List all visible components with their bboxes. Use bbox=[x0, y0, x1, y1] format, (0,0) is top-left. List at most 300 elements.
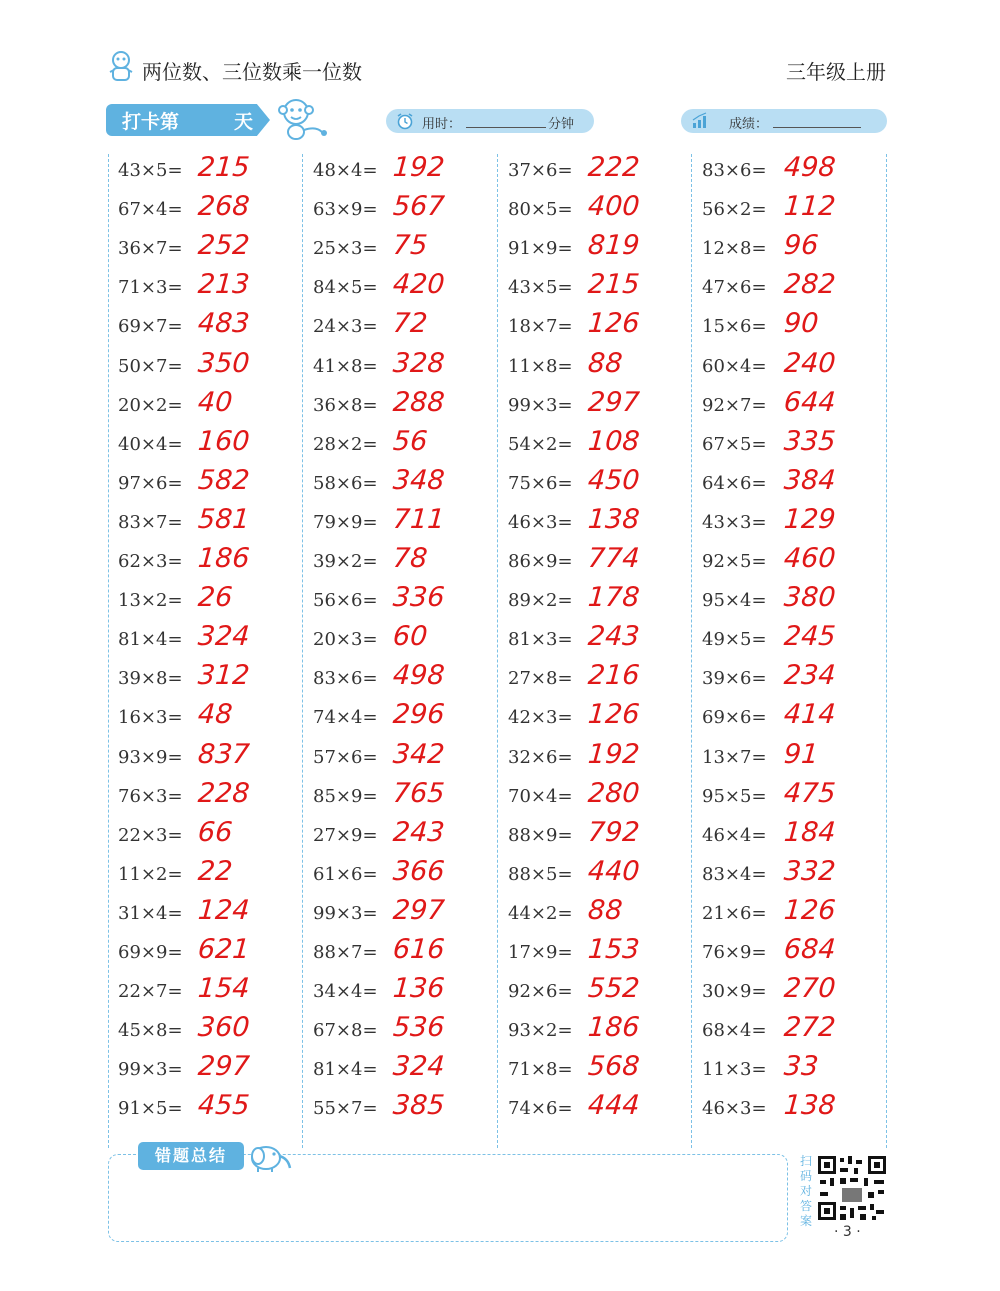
handwritten-answer[interactable]: 72 bbox=[391, 308, 429, 340]
problem-row bbox=[118, 778, 298, 814]
problem-row bbox=[702, 856, 882, 892]
handwritten-answer[interactable]: 136 bbox=[391, 973, 446, 1005]
problem-expression: 50×7= bbox=[118, 355, 183, 377]
problem-row bbox=[702, 269, 882, 305]
problem-expression: 97×6= bbox=[118, 472, 183, 494]
handwritten-answer[interactable]: 22 bbox=[196, 855, 234, 887]
handwritten-answer[interactable]: 332 bbox=[782, 855, 837, 887]
handwritten-answer[interactable]: 324 bbox=[196, 621, 251, 653]
problem-row bbox=[118, 699, 298, 735]
problem-expression: 36×7= bbox=[118, 238, 183, 260]
problem-expression: 36×8= bbox=[313, 394, 378, 416]
problem-expression: 88×7= bbox=[313, 942, 378, 963]
problem-row bbox=[118, 856, 298, 892]
column-divider bbox=[302, 154, 303, 1148]
problem-expression: 86×9= bbox=[508, 551, 573, 572]
problem-expression: 37×6= bbox=[508, 160, 573, 181]
handwritten-answer[interactable]: 297 bbox=[391, 894, 446, 926]
problem-expression: 83×7= bbox=[118, 511, 183, 533]
problem-row bbox=[508, 739, 688, 775]
problem-row bbox=[118, 230, 298, 266]
handwritten-answer[interactable]: 335 bbox=[782, 425, 837, 457]
handwritten-answer[interactable]: 280 bbox=[586, 777, 641, 809]
handwritten-answer[interactable]: 66 bbox=[196, 816, 234, 848]
handwritten-answer[interactable]: 240 bbox=[782, 347, 837, 379]
handwritten-answer[interactable]: 192 bbox=[391, 152, 446, 183]
qr-code-icon[interactable] bbox=[816, 1154, 888, 1222]
problem-row bbox=[508, 817, 688, 853]
problem-row bbox=[508, 426, 688, 462]
handwritten-answer[interactable]: 184 bbox=[782, 816, 837, 848]
problem-expression: 30×9= bbox=[702, 981, 767, 1003]
problem-expression: 49×5= bbox=[702, 629, 767, 651]
handwritten-answer[interactable]: 245 bbox=[782, 621, 837, 653]
handwritten-answer[interactable]: 252 bbox=[196, 230, 251, 262]
handwritten-answer[interactable]: 153 bbox=[586, 934, 641, 965]
handwritten-answer[interactable]: 268 bbox=[196, 191, 251, 223]
handwritten-answer[interactable]: 450 bbox=[586, 464, 641, 496]
handwritten-answer[interactable]: 567 bbox=[391, 191, 446, 223]
problem-expression: 11×3= bbox=[702, 1059, 767, 1081]
handwritten-answer[interactable]: 774 bbox=[586, 543, 641, 574]
time-blank-line bbox=[466, 127, 546, 128]
problem-row bbox=[118, 895, 298, 931]
problem-expression: 75×6= bbox=[508, 472, 573, 494]
problem-row bbox=[508, 1090, 688, 1126]
handwritten-answer[interactable]: 837 bbox=[196, 738, 251, 770]
problem-row bbox=[702, 1012, 882, 1048]
handwritten-answer[interactable]: 819 bbox=[586, 230, 641, 262]
problem-expression: 81×4= bbox=[313, 1059, 378, 1081]
problem-row bbox=[118, 387, 298, 423]
problem-expression: 69×7= bbox=[118, 316, 183, 338]
scan-answer-label: 扫码对答案 bbox=[799, 1154, 812, 1228]
problem-expression: 63×9= bbox=[313, 199, 378, 221]
problem-row bbox=[313, 308, 493, 344]
problem-expression: 88×9= bbox=[508, 824, 573, 846]
problem-expression: 15×6= bbox=[702, 316, 767, 338]
problem-row bbox=[118, 426, 298, 462]
problem-row bbox=[508, 582, 688, 618]
problem-row bbox=[702, 152, 882, 188]
handwritten-answer[interactable]: 360 bbox=[196, 1012, 251, 1044]
problem-row bbox=[313, 582, 493, 618]
problem-expression: 91×5= bbox=[118, 1098, 183, 1120]
handwritten-answer[interactable]: 324 bbox=[391, 1051, 446, 1083]
problem-expression: 39×2= bbox=[313, 551, 378, 572]
handwritten-answer[interactable]: 498 bbox=[782, 152, 837, 183]
problem-row bbox=[313, 152, 493, 188]
problem-row bbox=[313, 1051, 493, 1087]
handwritten-answer[interactable]: 792 bbox=[586, 816, 641, 848]
problem-row bbox=[702, 699, 882, 735]
handwritten-answer[interactable]: 88 bbox=[586, 347, 624, 379]
handwritten-answer[interactable]: 129 bbox=[782, 503, 837, 535]
problem-expression: 42×3= bbox=[508, 707, 573, 729]
problem-row bbox=[313, 739, 493, 775]
problem-expression: 34×4= bbox=[313, 981, 378, 1003]
mascot-logo-icon bbox=[106, 50, 136, 84]
checkin-banner bbox=[106, 104, 282, 136]
handwritten-answer[interactable]: 644 bbox=[782, 386, 837, 418]
handwritten-answer[interactable]: 222 bbox=[586, 152, 641, 183]
problem-expression: 39×6= bbox=[702, 668, 767, 690]
handwritten-answer[interactable]: 96 bbox=[782, 230, 820, 262]
handwritten-answer[interactable]: 154 bbox=[196, 973, 251, 1005]
handwritten-answer[interactable]: 216 bbox=[586, 660, 641, 692]
problem-row bbox=[702, 1090, 882, 1126]
problem-row bbox=[313, 934, 493, 970]
handwritten-answer[interactable]: 243 bbox=[391, 816, 446, 848]
problem-row bbox=[118, 308, 298, 344]
problem-expression: 83×4= bbox=[702, 863, 767, 885]
problem-row bbox=[508, 856, 688, 892]
problem-expression: 12×8= bbox=[702, 238, 767, 260]
problem-expression: 20×3= bbox=[313, 629, 378, 651]
handwritten-answer[interactable]: 243 bbox=[586, 621, 641, 653]
problem-row bbox=[118, 817, 298, 853]
problem-row bbox=[313, 426, 493, 462]
checkin-label-left: 打卡第 bbox=[122, 111, 180, 133]
handwritten-answer[interactable]: 336 bbox=[391, 582, 446, 614]
problem-row bbox=[508, 269, 688, 305]
problem-row bbox=[508, 973, 688, 1009]
handwritten-answer[interactable]: 400 bbox=[586, 191, 641, 223]
handwritten-answer[interactable]: 475 bbox=[782, 777, 837, 809]
page-number: · 3 · bbox=[834, 1224, 861, 1240]
handwritten-answer[interactable]: 366 bbox=[391, 855, 446, 887]
handwritten-answer[interactable]: 498 bbox=[391, 660, 446, 692]
handwritten-answer[interactable]: 138 bbox=[782, 1090, 837, 1122]
handwritten-answer[interactable]: 234 bbox=[782, 660, 837, 692]
score-field[interactable] bbox=[681, 109, 887, 133]
column-divider bbox=[886, 154, 887, 1148]
problem-expression: 46×3= bbox=[508, 511, 573, 533]
problem-expression: 99×3= bbox=[508, 394, 573, 416]
problem-expression: 79×9= bbox=[313, 511, 378, 533]
page-header bbox=[106, 50, 886, 90]
problem-expression: 13×2= bbox=[118, 590, 183, 612]
problem-expression: 24×3= bbox=[313, 316, 378, 338]
problem-expression: 56×6= bbox=[313, 590, 378, 612]
problem-row bbox=[702, 230, 882, 266]
problem-row bbox=[702, 973, 882, 1009]
problem-row bbox=[313, 269, 493, 305]
problem-expression: 83×6= bbox=[313, 668, 378, 690]
problem-row bbox=[313, 387, 493, 423]
problem-expression: 47×6= bbox=[702, 277, 767, 299]
problem-row bbox=[313, 230, 493, 266]
problem-row bbox=[313, 465, 493, 501]
handwritten-answer[interactable]: 444 bbox=[586, 1090, 641, 1122]
problem-expression: 88×5= bbox=[508, 863, 573, 885]
problem-expression: 18×7= bbox=[508, 316, 573, 338]
handwritten-answer[interactable]: 582 bbox=[196, 464, 251, 496]
handwritten-answer[interactable]: 215 bbox=[196, 152, 251, 183]
handwritten-answer[interactable]: 213 bbox=[196, 269, 251, 301]
time-unit: 分钟 bbox=[548, 117, 575, 132]
problem-expression: 45×8= bbox=[118, 1020, 183, 1042]
problem-row bbox=[313, 543, 493, 579]
problem-row bbox=[702, 582, 882, 618]
handwritten-answer[interactable]: 342 bbox=[391, 738, 446, 770]
mistake-summary-tab: 错题总结 bbox=[138, 1142, 244, 1170]
problem-row bbox=[508, 699, 688, 735]
problem-expression: 39×8= bbox=[118, 668, 183, 690]
handwritten-answer[interactable]: 126 bbox=[782, 894, 837, 926]
problem-expression: 74×4= bbox=[313, 707, 378, 729]
handwritten-answer[interactable]: 288 bbox=[391, 386, 446, 418]
handwritten-answer[interactable]: 75 bbox=[391, 230, 429, 262]
problem-expression: 80×5= bbox=[508, 199, 573, 221]
problem-row bbox=[118, 973, 298, 1009]
problem-expression: 57×6= bbox=[313, 746, 378, 768]
problem-row bbox=[702, 621, 882, 657]
handwritten-answer[interactable]: 192 bbox=[586, 738, 641, 770]
problem-expression: 84×5= bbox=[313, 277, 378, 299]
problem-row bbox=[118, 621, 298, 657]
problem-row bbox=[118, 1012, 298, 1048]
handwritten-answer[interactable]: 112 bbox=[782, 191, 837, 223]
handwritten-answer[interactable]: 385 bbox=[391, 1090, 446, 1122]
problem-row bbox=[313, 504, 493, 540]
handwritten-answer[interactable]: 178 bbox=[586, 582, 641, 614]
problem-expression: 68×4= bbox=[702, 1020, 767, 1042]
problem-row bbox=[508, 230, 688, 266]
problem-expression: 58×6= bbox=[313, 472, 378, 494]
problem-expression: 67×8= bbox=[313, 1020, 378, 1042]
handwritten-answer[interactable]: 460 bbox=[782, 543, 837, 574]
handwritten-answer[interactable]: 108 bbox=[586, 425, 641, 457]
problem-expression: 17×9= bbox=[508, 942, 573, 963]
problem-expression: 60×4= bbox=[702, 355, 767, 377]
problem-expression: 67×4= bbox=[118, 199, 183, 221]
problem-expression: 85×9= bbox=[313, 785, 378, 807]
problem-row bbox=[702, 308, 882, 344]
column-divider bbox=[497, 154, 498, 1148]
handwritten-answer[interactable]: 124 bbox=[196, 894, 251, 926]
problem-expression: 67×5= bbox=[702, 433, 767, 455]
handwritten-answer[interactable]: 215 bbox=[586, 269, 641, 301]
problem-expression: 48×4= bbox=[313, 160, 378, 181]
problem-row bbox=[313, 348, 493, 384]
checkin-label-right: 天 bbox=[234, 111, 254, 133]
problem-expression: 28×2= bbox=[313, 433, 378, 455]
handwritten-answer[interactable]: 536 bbox=[391, 1012, 446, 1044]
handwritten-answer[interactable]: 350 bbox=[196, 347, 251, 379]
problem-row bbox=[508, 504, 688, 540]
problem-expression: 91×9= bbox=[508, 238, 573, 260]
elephant-icon bbox=[246, 1138, 294, 1174]
handwritten-answer[interactable]: 380 bbox=[782, 582, 837, 614]
monkey-icon bbox=[274, 96, 330, 142]
handwritten-answer[interactable]: 552 bbox=[586, 973, 641, 1005]
time-label: 用时： bbox=[422, 117, 462, 132]
handwritten-answer[interactable]: 78 bbox=[391, 543, 429, 574]
problem-expression: 21×6= bbox=[702, 902, 767, 924]
problem-expression: 11×2= bbox=[118, 863, 183, 885]
handwritten-answer[interactable]: 40 bbox=[196, 386, 234, 418]
handwritten-answer[interactable]: 483 bbox=[196, 308, 251, 340]
problem-expression: 22×7= bbox=[118, 981, 183, 1003]
problem-row bbox=[702, 426, 882, 462]
problem-row bbox=[118, 934, 298, 970]
handwritten-answer[interactable]: 126 bbox=[586, 699, 641, 731]
problem-expression: 41×8= bbox=[313, 355, 378, 377]
problem-expression: 27×8= bbox=[508, 668, 573, 690]
problem-row bbox=[313, 973, 493, 1009]
problem-expression: 11×8= bbox=[508, 355, 573, 377]
handwritten-answer[interactable]: 568 bbox=[586, 1051, 641, 1083]
problem-expression: 43×5= bbox=[118, 160, 183, 181]
score-label: 成绩： bbox=[729, 117, 769, 132]
time-field[interactable] bbox=[386, 109, 594, 133]
handwritten-answer[interactable]: 348 bbox=[391, 464, 446, 496]
problem-expression: 69×9= bbox=[118, 942, 183, 963]
problem-row bbox=[118, 1090, 298, 1126]
handwritten-answer[interactable]: 455 bbox=[196, 1090, 251, 1122]
problem-row bbox=[702, 465, 882, 501]
problem-expression: 64×6= bbox=[702, 472, 767, 494]
problem-row bbox=[508, 778, 688, 814]
handwritten-answer[interactable]: 186 bbox=[586, 1012, 641, 1044]
handwritten-answer[interactable]: 328 bbox=[391, 347, 446, 379]
handwritten-answer[interactable]: 56 bbox=[391, 425, 429, 457]
column-divider bbox=[691, 154, 692, 1148]
handwritten-answer[interactable]: 420 bbox=[391, 269, 446, 301]
problem-row bbox=[508, 348, 688, 384]
handwritten-answer[interactable]: 228 bbox=[196, 777, 251, 809]
problem-row bbox=[702, 817, 882, 853]
alarm-clock-icon bbox=[396, 112, 414, 130]
problem-expression: 93×2= bbox=[508, 1020, 573, 1042]
handwritten-answer[interactable]: 138 bbox=[586, 503, 641, 535]
problem-row bbox=[508, 387, 688, 423]
problem-row bbox=[508, 1012, 688, 1048]
handwritten-answer[interactable]: 765 bbox=[391, 777, 446, 809]
problem-expression: 44×2= bbox=[508, 902, 573, 924]
problem-expression: 70×4= bbox=[508, 785, 573, 807]
problem-expression: 54×2= bbox=[508, 433, 573, 455]
handwritten-answer[interactable]: 186 bbox=[196, 543, 251, 574]
problem-expression: 13×7= bbox=[702, 746, 767, 768]
problem-expression: 71×8= bbox=[508, 1059, 573, 1081]
handwritten-answer[interactable]: 581 bbox=[196, 503, 251, 535]
handwritten-answer[interactable]: 48 bbox=[196, 699, 234, 731]
problem-row bbox=[313, 895, 493, 931]
problem-expression: 43×5= bbox=[508, 277, 573, 299]
problem-expression: 99×3= bbox=[313, 902, 378, 924]
problem-row bbox=[702, 348, 882, 384]
problem-row bbox=[118, 269, 298, 305]
handwritten-answer[interactable]: 440 bbox=[586, 855, 641, 887]
problem-expression: 56×2= bbox=[702, 199, 767, 221]
problem-row bbox=[313, 1012, 493, 1048]
handwritten-answer[interactable]: 297 bbox=[586, 386, 641, 418]
problem-row bbox=[702, 778, 882, 814]
score-chart-icon bbox=[691, 112, 709, 130]
handwritten-answer[interactable]: 384 bbox=[782, 464, 837, 496]
handwritten-answer[interactable]: 711 bbox=[391, 503, 446, 535]
handwritten-answer[interactable]: 60 bbox=[391, 621, 429, 653]
problem-row bbox=[313, 856, 493, 892]
handwritten-answer[interactable]: 414 bbox=[782, 699, 837, 731]
problem-row bbox=[702, 934, 882, 970]
problem-row bbox=[702, 895, 882, 931]
problem-row bbox=[118, 152, 298, 188]
problem-row bbox=[118, 465, 298, 501]
problem-expression: 93×9= bbox=[118, 746, 183, 768]
problem-expression: 46×3= bbox=[702, 1098, 767, 1120]
handwritten-answer[interactable]: 160 bbox=[196, 425, 251, 457]
problem-row bbox=[702, 660, 882, 696]
problem-expression: 92×5= bbox=[702, 551, 767, 572]
problem-row bbox=[313, 660, 493, 696]
handwritten-answer[interactable]: 90 bbox=[782, 308, 820, 340]
handwritten-answer[interactable]: 621 bbox=[196, 934, 251, 965]
problem-row bbox=[508, 934, 688, 970]
problem-row bbox=[313, 621, 493, 657]
handwritten-answer[interactable]: 272 bbox=[782, 1012, 837, 1044]
handwritten-answer[interactable]: 33 bbox=[782, 1051, 820, 1083]
problem-expression: 76×3= bbox=[118, 785, 183, 807]
problem-expression: 74×6= bbox=[508, 1098, 573, 1120]
problem-row bbox=[118, 1051, 298, 1087]
problem-row bbox=[702, 739, 882, 775]
problem-row bbox=[313, 1090, 493, 1126]
handwritten-answer[interactable]: 88 bbox=[586, 894, 624, 926]
problem-expression: 55×7= bbox=[313, 1098, 378, 1120]
problem-expression: 71×3= bbox=[118, 277, 183, 299]
handwritten-answer[interactable]: 270 bbox=[782, 973, 837, 1005]
handwritten-answer[interactable]: 91 bbox=[782, 738, 820, 770]
problem-expression: 89×2= bbox=[508, 590, 573, 612]
problem-row bbox=[508, 465, 688, 501]
problem-expression: 25×3= bbox=[313, 238, 378, 260]
problem-row bbox=[313, 699, 493, 735]
problem-expression: 83×6= bbox=[702, 160, 767, 181]
problem-row bbox=[508, 152, 688, 188]
handwritten-answer[interactable]: 296 bbox=[391, 699, 446, 731]
problem-expression: 61×6= bbox=[313, 863, 378, 885]
handwritten-answer[interactable]: 297 bbox=[196, 1051, 251, 1083]
problem-expression: 69×6= bbox=[702, 707, 767, 729]
handwritten-answer[interactable]: 26 bbox=[196, 582, 234, 614]
problem-expression: 62×3= bbox=[118, 551, 183, 572]
problem-row bbox=[508, 543, 688, 579]
problem-row bbox=[313, 778, 493, 814]
handwritten-answer[interactable]: 282 bbox=[782, 269, 837, 301]
problem-expression: 22×3= bbox=[118, 824, 183, 846]
handwritten-answer[interactable]: 616 bbox=[391, 934, 446, 965]
problem-expression: 32×6= bbox=[508, 746, 573, 768]
problem-expression: 43×3= bbox=[702, 511, 767, 533]
problem-row bbox=[702, 191, 882, 227]
problem-row bbox=[313, 817, 493, 853]
problem-expression: 99×3= bbox=[118, 1059, 183, 1081]
handwritten-answer[interactable]: 312 bbox=[196, 660, 251, 692]
problem-row bbox=[508, 191, 688, 227]
problem-expression: 27×9= bbox=[313, 824, 378, 846]
handwritten-answer[interactable]: 684 bbox=[782, 934, 837, 965]
problem-row bbox=[508, 308, 688, 344]
handwritten-answer[interactable]: 126 bbox=[586, 308, 641, 340]
problem-expression: 81×4= bbox=[118, 629, 183, 651]
problem-row bbox=[118, 504, 298, 540]
problem-expression: 92×7= bbox=[702, 394, 767, 416]
column-divider bbox=[108, 154, 109, 1148]
problem-row bbox=[508, 895, 688, 931]
